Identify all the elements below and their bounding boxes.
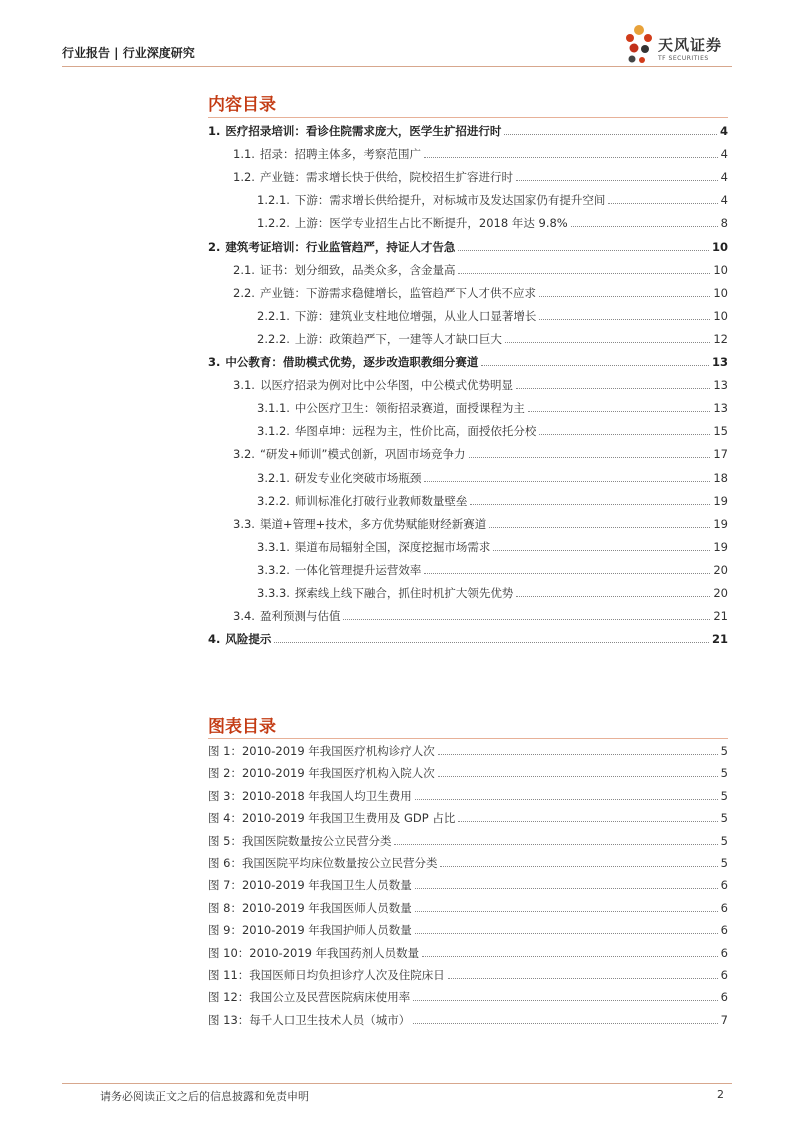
toc-entry-text: 一体化管理提升运营效率 [294,562,422,577]
figure-entry-page: 5 [720,766,728,781]
figure-entry-page: 6 [720,878,728,893]
dot-leader [516,596,710,597]
figure-entry-text: 图 1：2010-2019 年我国医疗机构诊疗人次 [208,744,435,758]
flower-logo-icon [622,20,656,70]
dot-leader [458,273,710,274]
company-logo [622,20,742,70]
toc-entry-number: 1.2. [233,170,255,185]
toc-entry-number: 3.2. [233,447,255,462]
toc-entry-number: 3.2.1. [257,470,290,485]
toc-entry[interactable] [233,169,728,187]
toc-entry-text: 中公教育：借助模式优势，逐步改造职教细分赛道 [225,355,479,369]
figure-entry-text: 图 5：我国医院数量按公立民营分类 [208,833,392,848]
logo-subtitle: TF SECURITIES [658,55,709,62]
dot-leader [470,504,710,505]
toc-entry-number: 3.3.2. [257,562,290,577]
toc-entry-number: 3. [208,355,221,369]
toc-entry-number: 3.2.2. [257,493,290,508]
toc-entry-number: 2. [208,239,221,254]
toc-entry[interactable] [208,239,728,257]
dot-leader [458,821,717,822]
dot-leader [438,776,718,777]
toc-entry-text: 华图卓坤：远程为主，性价比高，面授依托分校 [294,424,537,439]
dot-leader [413,1023,717,1024]
dot-leader [528,411,710,412]
figure-entry[interactable] [208,765,728,783]
toc-entry-number: 4. [208,632,221,647]
figure-entry-page: 6 [720,990,728,1005]
figure-entry-text: 图 6：我国医院平均床位数量按公立民营分类 [208,856,438,870]
toc-entry[interactable] [257,400,728,418]
figure-entry[interactable] [208,922,728,940]
figures-title: 图表目录 [208,717,276,737]
toc-entry[interactable] [233,146,728,164]
dot-leader [489,527,710,528]
toc-entry-page: 13 [711,355,728,369]
toc-entry-number: 2.1. [233,262,255,277]
report-category: 行业报告 | 行业深度研究 [62,46,195,60]
dot-leader [516,388,710,389]
figure-entry-text: 图 9：2010-2019 年我国护师人员数量 [208,923,412,938]
figure-entry-text: 图 13：每千人口卫生技术人员（城市） [208,1012,411,1027]
toc-entry-text: 渠道+管理+技术，多方优势赋能财经新赛道 [259,516,487,531]
header-divider [62,66,732,67]
dot-leader [458,250,709,251]
dot-leader [571,226,718,227]
figures-title-divider [208,738,728,739]
footer-disclaimer: 请务必阅读正文之后的信息披露和免责申明 [100,1090,309,1103]
toc-entry-text: 探索线上线下融合，抓住时机扩大领先优势 [294,586,514,600]
toc-entry-page: 4 [720,147,728,162]
dot-leader [438,754,718,755]
dot-leader [424,481,710,482]
toc-entry[interactable] [257,308,728,326]
figure-entry-page: 6 [720,968,728,982]
figure-entry[interactable] [208,833,728,851]
toc-entry-text: 渠道布局辐射全国，深度挖掘市场需求 [294,539,491,554]
figure-entry-page: 5 [720,856,728,870]
toc-entry[interactable] [233,516,728,534]
toc-entry-page: 10 [713,285,728,300]
figure-entry-page: 5 [720,833,728,848]
toc-entry-number: 1.1. [233,147,255,162]
toc-entry-number: 1.2.1. [257,193,290,208]
dot-leader [481,365,709,366]
toc-entry-page: 18 [713,470,728,485]
figure-entry-page: 6 [720,945,728,960]
toc-entry[interactable] [233,608,728,626]
toc-entry-text: 风险提示 [225,632,272,647]
toc-entry[interactable] [257,423,728,441]
toc-entry-number: 3.3.3. [257,586,290,600]
toc-entry[interactable] [208,354,728,372]
toc-entry-text: 研发专业化突破市场瓶颈 [294,470,422,485]
figure-entry-text: 图 10：2010-2019 年我国药剂人员数量 [208,945,420,960]
footer-divider [62,1083,732,1084]
dot-leader [415,888,718,889]
figure-entry-text: 图 2：2010-2019 年我国医疗机构入院人次 [208,766,435,781]
toc-entry-page: 13 [713,401,728,416]
toc-entry[interactable] [208,631,728,649]
toc-entry-text: 以医疗招录为例对比中公华图，中公模式优势明显 [259,378,513,393]
figure-entry[interactable] [208,967,728,985]
toc-entry-text: 产业链：下游需求稳健增长，监管趋严下人才供不应求 [259,285,536,300]
toc-entry-page: 13 [713,378,728,393]
figure-entry[interactable] [208,900,728,918]
figure-entry[interactable] [208,945,728,963]
toc-entry-text: 建筑考证培训：行业监管趋严，持证人才告急 [225,239,456,254]
figure-entry-page: 5 [720,811,728,826]
toc-entry-page: 17 [713,447,728,462]
toc-entry-page: 10 [711,239,728,254]
dot-leader [539,319,710,320]
toc-entry[interactable] [257,493,728,511]
figure-entry[interactable] [208,989,728,1007]
figure-entry-page: 5 [720,788,728,803]
toc-entry-page: 10 [713,262,728,277]
toc-entry-page: 21 [713,609,728,624]
toc-entry-page: 4 [720,170,728,185]
dot-leader [415,799,718,800]
toc-entry-text: 医疗招录培训：看诊住院需求庞大，医学生扩招进行时 [225,124,502,138]
dot-leader [493,550,710,551]
figure-entry-text: 图 8：2010-2019 年我国医师人员数量 [208,900,412,915]
dot-leader [415,911,718,912]
dot-leader [505,342,710,343]
toc-entry-number: 3.4. [233,609,255,624]
toc-entry-number: 3.3.1. [257,539,290,554]
toc-entry-text: “研发+师训”模式创新，巩固市场竞争力 [259,447,466,462]
toc-entry[interactable] [257,470,728,488]
toc-entry-number: 3.1. [233,378,255,393]
toc-entry-text: 证书：划分细致，品类众多，含金量高 [259,262,456,277]
toc-entry-page: 12 [713,331,728,346]
toc-entry-number: 3.1.1. [257,401,290,416]
dot-leader [469,457,711,458]
dot-leader [440,866,717,867]
dot-leader [539,434,710,435]
figure-entry[interactable] [208,877,728,895]
figure-entry-text: 图 7：2010-2019 年我国卫生人员数量 [208,878,412,893]
toc-entry[interactable] [257,539,728,557]
logo-name: 天风证券 [658,36,723,54]
dot-leader [424,573,710,574]
toc-entry[interactable] [233,377,728,395]
figure-entry-text: 图 12：我国公立及民营医院病床使用率 [208,990,411,1005]
figure-entry-text: 图 3：2010-2018 年我国人均卫生费用 [208,788,412,803]
toc-entry-number: 2.2.2. [257,331,290,346]
figure-entry-page: 6 [720,923,728,938]
toc-entry-page: 21 [711,632,728,647]
dot-leader [422,956,718,957]
dot-leader [608,203,717,204]
figure-entry-page: 7 [720,1012,728,1027]
toc-entry[interactable] [257,585,728,603]
figure-entry[interactable] [208,855,728,873]
toc-entry-page: 19 [713,539,728,554]
toc-entry[interactable] [233,285,728,303]
toc-entry-page: 8 [720,216,728,231]
toc-entry[interactable] [257,562,728,580]
toc-entry[interactable] [208,123,728,141]
dot-leader [504,134,717,135]
page-number: 2 [717,1088,724,1101]
toc-entry[interactable] [257,331,728,349]
figure-entry-text: 图 4：2010-2019 年我国卫生费用及 GDP 占比 [208,811,456,826]
toc-entry-number: 3.1.2. [257,424,290,439]
toc-entry[interactable] [257,215,728,233]
dot-leader [415,933,718,934]
toc-entry-text: 招录：招聘主体多，考察范围广 [259,147,421,162]
dot-leader [424,157,718,158]
toc-entry-number: 1.2.2. [257,216,290,231]
dot-leader [394,844,717,845]
figure-entry-page: 6 [720,900,728,915]
dot-leader [448,978,718,979]
toc-entry-text: 上游：医学专业招生占比不断提升，2018 年达 9.8% [294,216,568,231]
toc-entry-page: 20 [713,586,728,600]
figure-entry-text: 图 11：我国医师日均负担诊疗人次及住院床日 [208,968,445,982]
toc-entry-page: 10 [713,308,728,323]
figure-entry[interactable] [208,788,728,806]
toc-entry-text: 师训标准化打破行业教师数量壁垒 [294,493,468,508]
toc-entry-text: 下游：建筑业支柱地位增强，从业人口显著增长 [294,308,537,323]
toc-entry-text: 盈利预测与估值 [259,609,341,624]
dot-leader [274,642,709,643]
toc-entry-number: 2.2. [233,285,255,300]
toc-entry[interactable] [257,192,728,210]
dot-leader [413,1000,717,1001]
toc-entry-page: 15 [713,424,728,439]
toc-entry-page: 4 [720,193,728,208]
toc-entry-page: 20 [713,562,728,577]
dot-leader [539,296,710,297]
toc-entry-text: 下游：需求增长供给提升，对标城市及发达国家仍有提升空间 [294,193,606,208]
toc-entry-number: 3.3. [233,516,255,531]
figure-entry[interactable] [208,743,728,761]
figure-entry[interactable] [208,810,728,828]
figure-entry-page: 5 [720,744,728,758]
toc-entry-text: 产业链：需求增长快于供给，院校招生扩容进行时 [259,170,513,185]
toc-entry-page: 19 [713,516,728,531]
toc-entry-page: 19 [713,493,728,508]
toc-entry-number: 2.2.1. [257,308,290,323]
toc-entry[interactable] [233,262,728,280]
figure-entry[interactable] [208,1012,728,1030]
toc-title-divider [208,117,728,118]
toc-entry[interactable] [233,446,728,464]
toc-entry-text: 中公医疗卫生：领衔招录赛道，面授课程为主 [294,401,525,416]
toc-entry-page: 4 [719,124,728,138]
toc-entry-number: 1. [208,124,221,138]
toc-title: 内容目录 [208,95,276,115]
dot-leader [343,619,710,620]
toc-entry-text: 上游：政策趋严下，一建等人才缺口巨大 [294,331,502,346]
dot-leader [516,180,718,181]
